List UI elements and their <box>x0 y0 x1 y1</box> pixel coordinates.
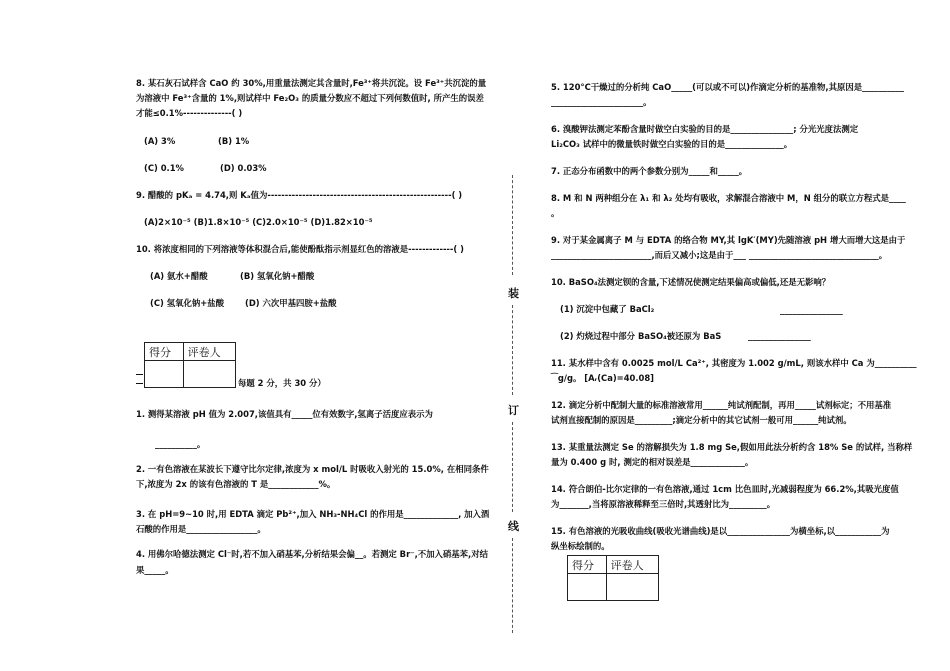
binding-line-bottom <box>512 538 513 633</box>
grader-cell[interactable] <box>606 574 658 601</box>
fill-q3-line2: 石酸的作用是_________________。 <box>136 524 266 534</box>
left-q10-option-c: (C) 氢氧化钠+盐酸 <box>150 298 224 308</box>
right-q10-item2: (2) 灼烧过程中部分 BaSO₄被还原为 BaS <box>560 331 722 341</box>
right-q10-line: 10. BaSO₄法测定钡的含量,下述情况使测定结果偏高或偏低,还是无影响？ <box>551 277 831 287</box>
score-label: 得分 <box>145 343 184 361</box>
right-q9-line2: ________________________,而后又减小;这是由于___ _______________________________。 <box>551 250 888 260</box>
right-q15-line1: 15. 有色溶液的光吸收曲线(吸收光谱曲线)是以_______________为横坐标,以___________为 <box>551 526 890 536</box>
right-score-table <box>567 555 659 601</box>
binding-line-mid2 <box>512 422 513 512</box>
right-q10-item1-blank: _______________ <box>780 305 843 315</box>
right-q11-line2: ⁀g/g。 [Aᵣ(Ca)=40.08] <box>551 373 655 383</box>
right-q6-line2: Li₂CO₃ 试样中的微量铁时做空白实验的目的是______________。 <box>551 139 793 149</box>
right-q12-line2: 试剂直接配制的原因是_________;滴定分析中的其它试剂一般可用______纯试剂。 <box>551 415 852 425</box>
fill-q4-line2: 果_____。 <box>136 565 174 575</box>
left-q8-line2: 为溶液中 Fe³⁺含量的 1%,则试样中 Fe₂O₃ 的质量分数应不超过下列何数值时, 所产生的误差 <box>136 93 484 103</box>
left-q8-line1: 8. 某石灰石试样含 CaO 约 30%,用重量法测定其含量时,Fe³⁺将共沉淀。设 Fe³⁺共沉淀的量 <box>136 78 487 88</box>
left-q9-options: (A)2×10⁻⁵ (B)1.8×10⁻⁵ (C)2.0×10⁻⁵ (D)1.82×10⁻⁵ <box>144 217 373 227</box>
fill-q2-line2: 下,浓度为 2x 的该有色溶液的 T 是____________%。 <box>136 479 336 489</box>
section-marker <box>136 374 143 384</box>
binding-line-top <box>512 175 513 275</box>
right-q13-line2: 量为 0.400 g 时, 测定的相对误差是_____________。 <box>551 457 754 467</box>
right-q14-line1: 14. 符合朗伯-比尔定律的一有色溶液,通过 1cm 比色皿时,光减弱程度为 66.2%,其吸光度值 <box>551 484 899 494</box>
left-score-table <box>144 342 236 388</box>
grader-label: 评卷人 <box>606 556 658 574</box>
score-cell[interactable] <box>568 574 607 601</box>
section-heading-tail: 每题 2 分，共 30 分） <box>238 378 326 388</box>
left-q10-option-b: (B) 氢氧化钠+醋酸 <box>240 271 315 281</box>
right-q13-line1: 13. 某重量法测定 Se 的溶解损失为 1.8 mg Se,假如用此法分析约含 18% Se 的试样, 当称样 <box>551 442 913 452</box>
fill-q4-line1: 4. 用佛尔哈德法测定 Cl⁻时,若不加入硝基苯,分析结果会偏__。若测定 Br⁻,不加入硝基苯,对结 <box>136 549 488 559</box>
left-q8-option-a: (A) 3% <box>144 136 176 146</box>
left-q8-option-d: (D) 0.03% <box>220 163 267 173</box>
fill-q1-line2: __________。 <box>155 439 206 449</box>
right-q12-line1: 12. 滴定分析中配制大量的标准溶液常用______纯试剂配制，再用_____试剂标定；不用基准 <box>551 400 892 410</box>
right-q7: 7. 正态分布函数中的两个参数分别为_____和_____。 <box>551 166 748 176</box>
right-q9-line1: 9. 对于某金属离子 M 与 EDTA 的络合物 MY,其 lgK′(MY)先随溶液 pH 增大而增大这是由于 <box>551 235 906 245</box>
right-q8-line2: 。 <box>551 208 560 218</box>
fill-q2-line1: 2. 一有色溶液在某波长下遵守比尔定律,浓度为 x mol/L 时吸收入射光的 15.0%, 在相同条件 <box>136 464 489 474</box>
score-cell[interactable] <box>145 361 184 388</box>
right-q10-item2-blank: _______________ <box>748 331 811 341</box>
left-q10-option-a: (A) 氨水+醋酸 <box>150 271 208 281</box>
fill-q3-line1: 3. 在 pH=9~10 时,用 EDTA 滴定 Pb²⁺,加入 NH₃-NH₄Cl 的作用是_____________, 加入酒 <box>136 509 490 519</box>
grader-label: 评卷人 <box>183 343 235 361</box>
grader-cell[interactable] <box>183 361 235 388</box>
right-q6-line1: 6. 溴酸钾法测定苯酚含量时做空白实验的目的是_______________; 分光光度法测定 <box>551 124 859 134</box>
right-q8-line1: 8. M 和 N 两种组分在 λ₁ 和 λ₂ 处均有吸收，求解混合溶液中 M，N 组分的联立方程式是____ <box>551 193 906 203</box>
right-q11-line1: 11. 某水样中含有 0.0025 mol/L Ca²⁺, 其密度为 1.002 g/mL, 则该水样中 Ca 为__________ <box>551 358 917 368</box>
left-q8-option-b: (B) 1% <box>218 136 250 146</box>
right-q14-line2: 为_______,当将原溶液稀释至三倍时,其透射比为_________。 <box>551 499 776 509</box>
binding-char-ding: 订 <box>508 404 519 417</box>
right-q5-line2: ______________________。 <box>551 97 652 107</box>
binding-line-mid1 <box>512 305 513 395</box>
right-q5-line1: 5. 120°C干燥过的分析纯 CaO_____(可以或不可以)作滴定分析的基准物,其原因是__________ <box>551 82 904 92</box>
binding-char-zhuang: 装 <box>508 287 519 300</box>
left-q10-line: 10. 将浓度相同的下列溶液等体积混合后,能使酚酞指示剂显红色的溶液是-------------( ) <box>136 244 464 254</box>
left-q10-option-d: (D) 六次甲基四胺+盐酸 <box>245 298 337 308</box>
right-q15-line2: 纵坐标绘制的。 <box>551 541 610 551</box>
score-label: 得分 <box>568 556 607 574</box>
fill-q1-line1: 1. 测得某溶液 pH 值为 2.007,该值具有_____位有效数字,氢离子活度应表示为 <box>136 409 433 419</box>
left-q8-line3: 才能≤0.1%--------------( ) <box>136 108 243 118</box>
left-q8-option-c: (C) 0.1% <box>144 163 184 173</box>
binding-char-xian: 线 <box>508 520 519 533</box>
right-q10-item1: (1) 沉淀中包藏了 BaCl₂ <box>560 304 655 314</box>
left-q9-line: 9. 醋酸的 pKₐ = 4.74,则 Kₐ值为-----------------------------------------------------( ) <box>136 190 463 200</box>
